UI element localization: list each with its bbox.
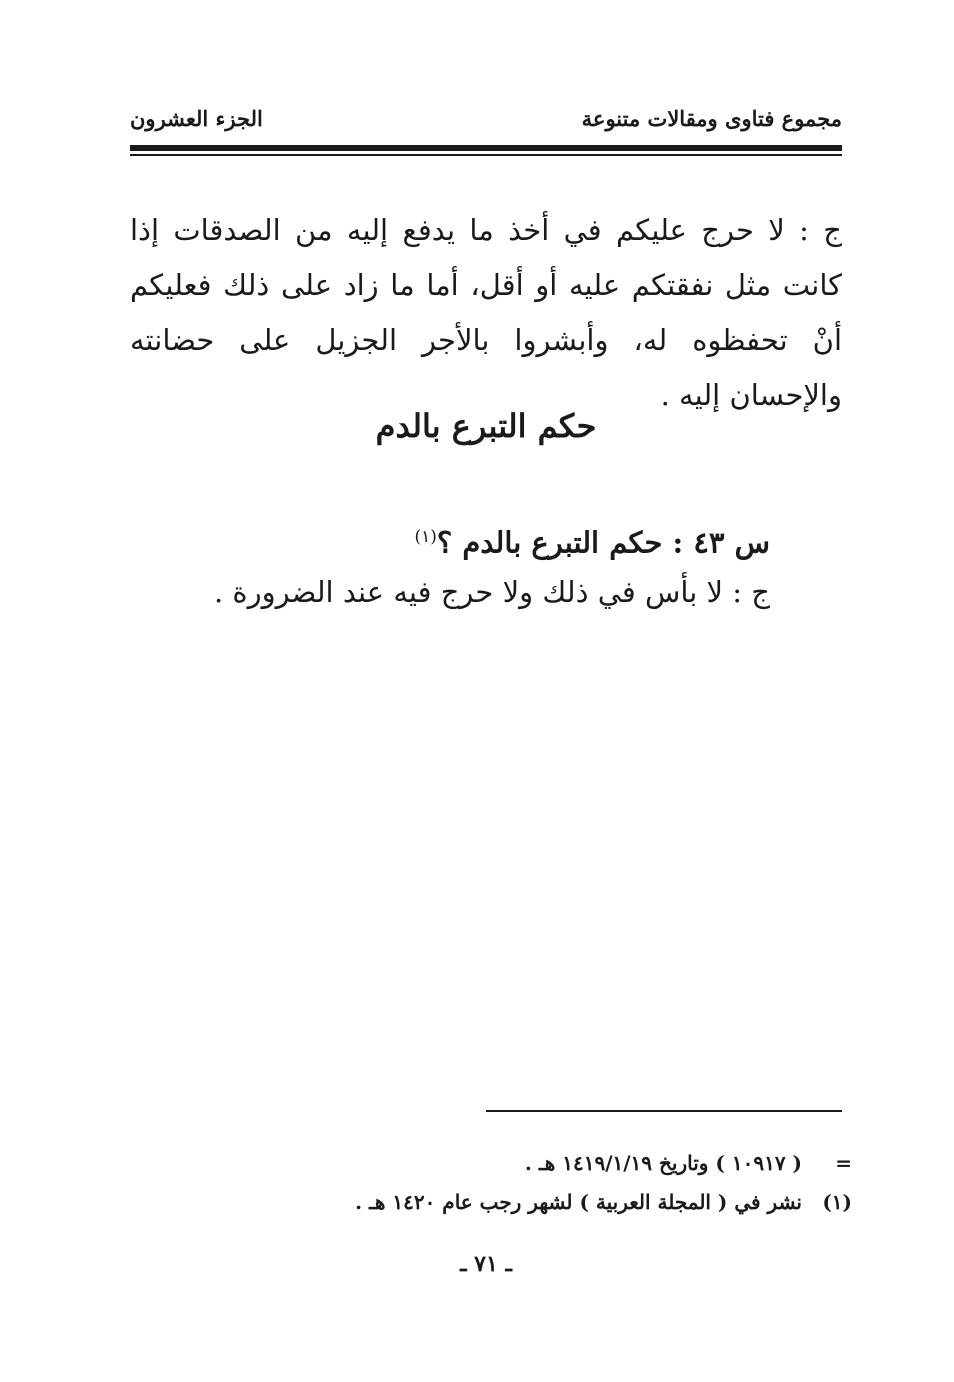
answer-paragraph: ج : لا حرج عليكم في أخذ ما يدفع إليه من الصدقات إذا كانت مثل نفقتكم عليه أو أقل، أما ما زاد على ذلك فعليكم أنْ تحفظوه له، وأبشروا بالأجر الجزيل على حضانته والإحسان إليه . — [130, 213, 842, 412]
section-heading: حكم التبرع بالدم — [375, 407, 597, 445]
footnote-1-marker: (١) — [822, 1190, 852, 1214]
running-header — [130, 98, 842, 138]
volume-label: الجزء العشرون — [130, 105, 263, 131]
header-rule-thick — [130, 145, 842, 151]
book-title: مجموع فتاوى ومقالات متنوعة — [581, 105, 842, 131]
footnote-1 — [130, 1184, 852, 1220]
continuation-text: ( ١٠٩١٧ ) وتاريخ ١٤١٩/١/١٩ هـ . — [524, 1151, 802, 1175]
answer-43: ج : لا بأس في ذلك ولا حرج فيه عند الضرورة . — [213, 575, 770, 609]
question-43 — [130, 512, 770, 568]
header-rule-thin — [130, 154, 842, 156]
footnote-1-text: نشر في ( المجلة العربية ) لشهر رجب عام ١٤٢٠ هـ . — [355, 1190, 802, 1214]
question-text: س ٤٣ : حكم التبرع بالدم ؟ — [436, 525, 770, 560]
footnote-separator — [486, 1110, 842, 1112]
page-number: ـ ٧١ ـ — [460, 1251, 512, 1277]
footnote-continuation — [130, 1145, 852, 1181]
footnote-reference: (١) — [414, 527, 437, 547]
continuation-marker: = — [835, 1151, 852, 1175]
